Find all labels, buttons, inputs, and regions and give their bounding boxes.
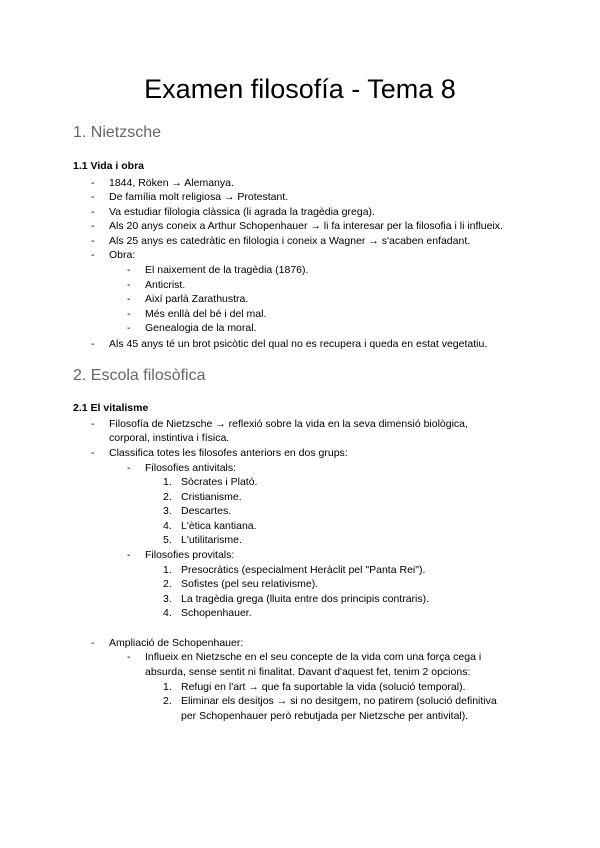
obra-item: El naixement de la tragèdia (1876). — [145, 264, 309, 276]
subheading-el-vitalisme: 2.1 El vitalisme — [73, 402, 149, 414]
antivital-item: Sòcrates i Plató. — [181, 476, 258, 488]
obra-item: Així parlà Zarathustra. — [145, 293, 249, 305]
list-item-continuation: corporal, instintiva i física. — [109, 432, 230, 444]
subheading-vida-i-obra: 1.1 Vida i obra — [73, 160, 145, 172]
obra-item: Més enllà del bé i del mal. — [145, 308, 267, 320]
antivital-item: Descartes. — [181, 505, 232, 517]
list-bullet: - — [127, 322, 131, 334]
document-title: Examen filosofía - Tema 8 — [144, 74, 456, 104]
list-bullet: - — [127, 308, 131, 320]
list-number: 1. — [163, 476, 172, 488]
provital-item: Presocràtics (especialment Heràclit pel "Panta Rei"). — [181, 564, 426, 576]
list-bullet: - — [91, 447, 95, 459]
provital-item: Sofistes (pel seu relativisme). — [181, 578, 319, 590]
list-bullet: - — [127, 264, 131, 276]
list-item: Obra: — [109, 249, 136, 261]
list-bullet: - — [91, 418, 95, 430]
section-heading-escola-filosofica: 2. Escola filosòfica — [73, 367, 206, 384]
antivital-item: L'utilitarisme. — [181, 534, 242, 546]
list-number: 2. — [163, 695, 172, 707]
list-bullet: - — [91, 235, 95, 247]
list-item: De família molt religiosa → Protestant. — [109, 191, 289, 203]
list-bullet: - — [91, 220, 95, 232]
obra-item: Anticrist. — [145, 279, 186, 291]
opcio-item-continuation: per Schopenhauer però rebutjada per Nietzsche per antivital). — [181, 710, 469, 722]
list-bullet: - — [127, 549, 131, 561]
list-number: 2. — [163, 578, 172, 590]
list-bullet: - — [91, 338, 95, 350]
list-item: 1844, Röken → Alemanya. — [109, 177, 234, 189]
obra-item: Genealogia de la moral. — [145, 322, 257, 334]
influeix-item: Influeix en Nietzsche en el seu concepte de la vida com una força cega i — [145, 651, 482, 663]
list-item: Ampliació de Schopenhauer: — [109, 637, 244, 649]
influeix-item-continuation: absurda, sense sentit ni finalitat. Davant d'aquest fet, tenim 2 opcions: — [145, 666, 471, 678]
list-number: 3. — [163, 505, 172, 517]
list-item: Als 45 anys té un brot psicòtic del qual no es recupera i queda en estat vegetatiu. — [109, 338, 488, 350]
provitals-label: Filosofies provitals: — [145, 549, 235, 561]
list-item: Als 20 anys coneix a Arthur Schopenhauer → li fa interesar per la filosofia i li influeix. — [109, 220, 503, 232]
list-bullet: - — [91, 177, 95, 189]
list-number: 3. — [163, 593, 172, 605]
list-bullet: - — [91, 637, 95, 649]
opcio-item: Refugi en l'art → que fa suportable la vida (solució temporal). — [181, 681, 466, 693]
list-bullet: - — [91, 249, 95, 261]
opcio-item: Eliminar els desitjos → si no desitgem, no patirem (solució definitiva — [181, 695, 497, 707]
list-number: 2. — [163, 491, 172, 503]
list-bullet: - — [127, 462, 131, 474]
list-bullet: - — [91, 206, 95, 218]
list-number: 1. — [163, 564, 172, 576]
list-item: Filosofía de Nietzsche → reflexió sobre la vida en la seva dimensió biològica, — [109, 418, 468, 430]
list-item: Va estudiar filologia clàssica (li agrada la tragèdia grega). — [109, 206, 375, 218]
provital-item: Schopenhauer. — [181, 607, 252, 619]
list-number: 1. — [163, 681, 172, 693]
antivital-item: Cristianisme. — [181, 491, 242, 503]
section-heading-nietzsche: 1. Nietzsche — [73, 124, 162, 141]
list-number: 4. — [163, 607, 172, 619]
list-item: Classifica totes les filosofes anteriors en dos grups: — [109, 447, 348, 459]
antivitals-label: Filosofies antivitals: — [145, 462, 237, 474]
antivital-item: L'ètica kantiana. — [181, 520, 257, 532]
list-item: Als 25 anys es catedràtic en filologia i coneix a Wagner → s'acaben enfadant. — [109, 235, 471, 247]
list-number: 4. — [163, 520, 172, 532]
list-bullet: - — [91, 191, 95, 203]
provital-item: La tragèdia grega (lluita entre dos principis contraris). — [181, 593, 430, 605]
list-bullet: - — [127, 279, 131, 291]
list-number: 5. — [163, 534, 172, 546]
list-bullet: - — [127, 651, 131, 663]
list-bullet: - — [127, 293, 131, 305]
